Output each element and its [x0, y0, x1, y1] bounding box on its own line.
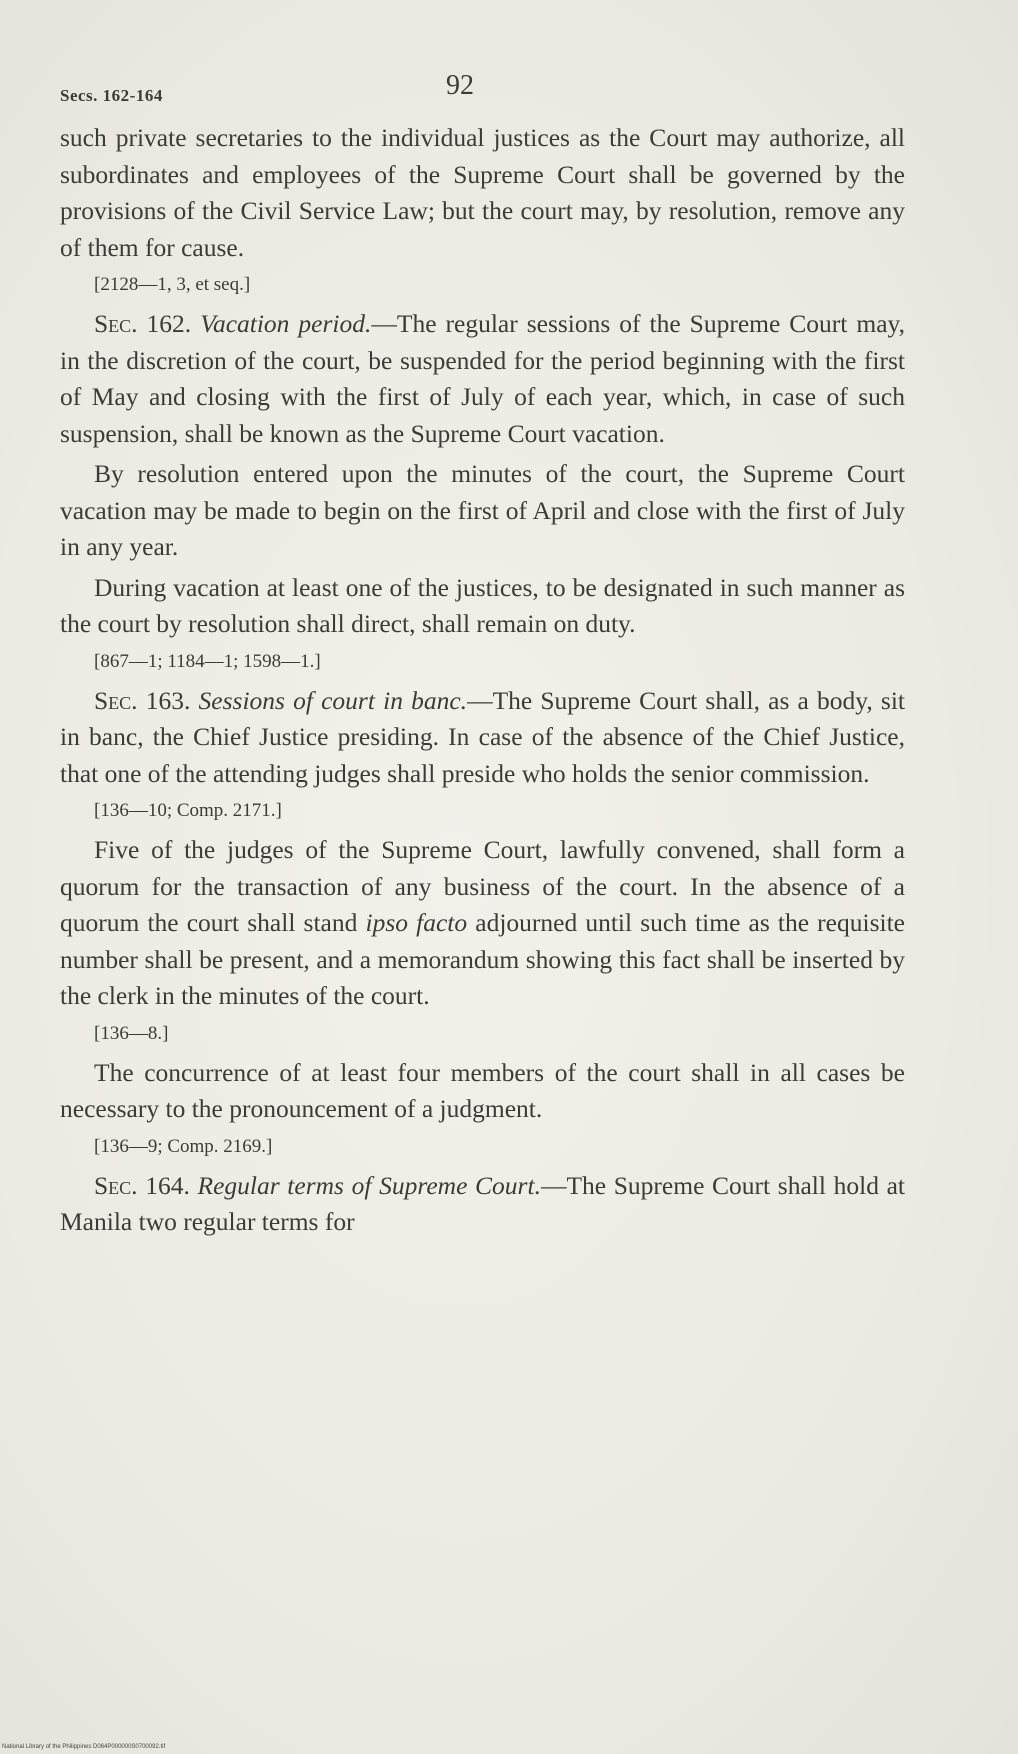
- section-heading: Regular terms of Supreme Court.: [197, 1170, 541, 1200]
- section-number: Sec. 163.: [94, 685, 191, 715]
- scan-footer: National Library of the Philippines D064P000000S0700092.tif: [2, 1744, 166, 1750]
- paragraph: During vacation at least one of the justices, to be designated in such manner as the court by resolution shall direct, shall remain on duty.: [60, 572, 905, 638]
- paragraph: The concurrence of at least four members of the court shall in all cases be necessary to the pronouncement of a judgment.: [60, 1057, 905, 1123]
- section-163: [60, 683, 905, 793]
- section-heading: Vacation period.: [200, 309, 372, 338]
- section-text: —The Supreme Court shall hold at Manila two regular terms for: [60, 1170, 905, 1236]
- page-number: 92: [446, 70, 474, 101]
- citation: [867—1; 1184—1; 1598—1.]: [94, 650, 321, 672]
- italic-term: ipso facto: [365, 908, 468, 937]
- paragraph-text: adjourned until such time as the requisite number shall be present, and a memorandum showing this fact shall be inserted by the clerk in the minutes of the court.: [60, 908, 905, 1010]
- section-number: Sec. 162.: [94, 309, 192, 338]
- section-number: Sec. 164.: [94, 1170, 190, 1200]
- section-heading: Sessions of court in banc.: [198, 685, 468, 715]
- section-text: —The Supreme Court shall, as a body, sit in banc, the Chief Justice presiding. In case of the absence of the Chief Justice, that one of the attending judges shall preside who holds the senior commission.: [60, 685, 905, 788]
- paragraph-text: Five of the judges of the Supreme Court, lawfully convened, shall form a quorum for the transaction of any business of the court. In the absence of a quorum the court shall stand: [60, 835, 905, 937]
- paragraph-quorum: [60, 832, 905, 1015]
- section-164: [60, 1168, 905, 1241]
- citation: [136—10; Comp. 2171.]: [94, 800, 282, 821]
- section-162: [60, 306, 905, 452]
- paragraph-continuation: [60, 120, 905, 266]
- paragraph: By resolution entered upon the minutes of the court, the Supreme Court vacation may be made to begin on the first of April and close with the first of July in any year.: [60, 459, 905, 561]
- citation: [136—9; Comp. 2169.]: [94, 1135, 273, 1157]
- section-range: Secs. 162-164: [60, 86, 163, 105]
- running-head: [60, 70, 900, 118]
- citation: [136—8.]: [94, 1022, 169, 1044]
- citation: [2128—1, 3, et seq.]: [94, 274, 251, 295]
- body-text: [60, 120, 905, 1241]
- paragraph-text: such private secretaries to the individual justices as the Court may authorize, all subordinates and employees of the Supreme Court shall be governed by the provisions of the Civil Service Law; but the court may, by resolution, remove any of them for cause.: [60, 123, 905, 262]
- section-text: —The regular sessions of the Supreme Court may, in the discretion of the court, be suspended for the period beginning with the first of May and closing with the first of July of each year, which, in case of such suspension, shall be known as the Supreme Court vacation.: [60, 309, 906, 448]
